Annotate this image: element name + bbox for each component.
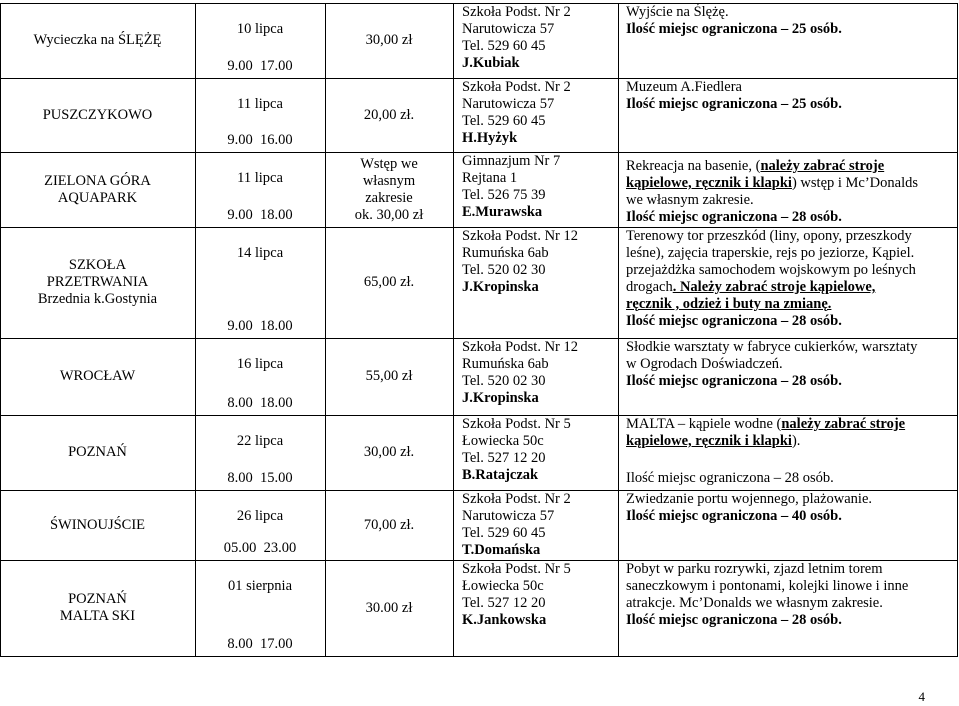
column-divider <box>618 3 619 656</box>
description-line: Ilość miejsc ograniczona – 28 osób. <box>626 470 834 486</box>
description-segment: należy zabrać stroje <box>781 416 906 432</box>
contact-line: Szkoła Podst. Nr 2 <box>462 4 571 20</box>
description-line: Terenowy tor przeszkód (liny, opony, przeszkody <box>626 228 912 244</box>
contact-line: Tel. 527 12 20 <box>462 595 546 611</box>
contact-line: Szkoła Podst. Nr 5 <box>462 416 571 432</box>
destination-name: ZIELONA GÓRA <box>44 173 151 189</box>
description-line: atrakcje. Mc’Donalds we własnym zakresie. <box>626 595 883 611</box>
contact-line: Narutowicza 57 <box>462 21 555 37</box>
trip-time: 9.00 16.00 <box>227 132 293 148</box>
destination-name: Brzednia k.Gostynia <box>37 291 158 307</box>
trip-date: 22 lipca <box>236 433 284 449</box>
description-highlight: Ilość miejsc ograniczona – 28 osób. <box>626 373 842 389</box>
description-segment: drogach <box>626 279 673 295</box>
description-line: Pobyt w parku rozrywki, zjazd letnim torem <box>626 561 883 577</box>
contact-line: Łowiecka 50c <box>462 578 544 594</box>
trip-price: własnym <box>362 173 416 189</box>
description-line <box>626 175 918 192</box>
contact-person: K.Jankowska <box>462 612 547 628</box>
description-segment: ). <box>791 433 801 449</box>
trip-price: Wstęp we <box>360 156 418 172</box>
trip-price: 55,00 zł <box>365 368 413 384</box>
trip-time: 8.00 15.00 <box>227 470 293 486</box>
trip-price: 20,00 zł. <box>363 107 415 123</box>
description-highlight: Ilość miejsc ograniczona – 25 osób. <box>626 96 842 112</box>
trip-price: 70,00 zł. <box>363 517 415 533</box>
contact-line: Narutowicza 57 <box>462 96 555 112</box>
table-border-bottom <box>0 656 958 657</box>
trip-date: 16 lipca <box>236 356 284 372</box>
description-segment: kąpielowe, ręcznik i klapki <box>626 175 792 191</box>
contact-line: Łowiecka 50c <box>462 433 544 449</box>
description-line: leśne), zajęcia traperskie, rejs po jeziorze, Kąpiel. <box>626 245 915 261</box>
contact-line: Rumuńska 6ab <box>462 356 549 372</box>
trip-date: 10 lipca <box>236 21 284 37</box>
contact-line: Rumuńska 6ab <box>462 245 549 261</box>
contact-line: Tel. 527 12 20 <box>462 450 546 466</box>
description-line: we własnym zakresie. <box>626 192 754 208</box>
contact-person: B.Ratajczak <box>462 467 539 483</box>
contact-person: E.Murawska <box>462 204 543 220</box>
contact-line: Szkoła Podst. Nr 5 <box>462 561 571 577</box>
trip-price: 30,00 zł. <box>363 444 415 460</box>
destination-name: POZNAŃ <box>68 444 127 460</box>
description-line <box>626 416 905 433</box>
description-line: Wyjście na Ślężę. <box>626 4 729 20</box>
description-line: saneczkowym i pontonami, kolejki linowe i inne <box>626 578 909 594</box>
contact-line: Tel. 526 75 39 <box>462 187 546 203</box>
description-segment: Rekreacja na basenie, ( <box>626 158 761 174</box>
contact-person: H.Hyżyk <box>462 130 518 146</box>
contact-person: J.Kropinska <box>462 279 539 295</box>
destination-name: SZKOŁA <box>68 257 127 273</box>
description-line: Słodkie warsztaty w fabryce cukierków, warsztaty <box>626 339 918 355</box>
description-line: Zwiedzanie portu wojennego, plażowanie. <box>626 491 873 507</box>
description-line: Muzeum A.Fiedlera <box>626 79 742 95</box>
description-highlight: Ilość miejsc ograniczona – 28 osób. <box>626 313 842 329</box>
contact-line: Tel. 520 02 30 <box>462 262 546 278</box>
description-line <box>626 158 884 175</box>
contact-line: Tel. 520 02 30 <box>462 373 546 389</box>
trip-date: 11 lipca <box>237 96 283 112</box>
description-segment: ) wstęp i Mc’Donalds <box>791 175 919 191</box>
trip-price: 30,00 zł <box>365 32 413 48</box>
destination-name: Wycieczka na ŚLĘŻĘ <box>33 32 162 48</box>
trip-date: 01 sierpnia <box>227 578 293 594</box>
trip-price: 30.00 zł <box>365 600 413 616</box>
contact-line: Tel. 529 60 45 <box>462 38 546 54</box>
destination-name: ŚWINOUJŚCIE <box>49 517 146 533</box>
contact-line: Szkoła Podst. Nr 2 <box>462 79 571 95</box>
trip-time: 9.00 18.00 <box>227 318 293 334</box>
description-highlight: ręcznik , odzież i buty na zmianę. <box>626 296 832 312</box>
description-highlight: Ilość miejsc ograniczona – 28 osób. <box>626 209 842 225</box>
trip-date: 11 lipca <box>237 170 283 186</box>
table-border-right <box>957 3 958 656</box>
destination-name: AQUAPARK <box>57 190 138 206</box>
contact-line: Narutowicza 57 <box>462 508 555 524</box>
contact-person: J.Kubiak <box>462 55 520 71</box>
trip-time: 9.00 18.00 <box>227 207 293 223</box>
destination-name: POZNAŃ <box>68 591 127 607</box>
contact-person: J.Kropinska <box>462 390 539 406</box>
description-highlight: Ilość miejsc ograniczona – 28 osób. <box>626 612 842 628</box>
trip-price: ok. 30,00 zł <box>354 207 424 223</box>
contact-person: T.Domańska <box>462 542 541 558</box>
contact-line: Tel. 529 60 45 <box>462 525 546 541</box>
destination-name: PUSZCZYKOWO <box>42 107 153 123</box>
trip-date: 14 lipca <box>236 245 284 261</box>
contact-line: Szkoła Podst. Nr 12 <box>462 228 578 244</box>
page-number: 4 <box>918 689 925 704</box>
description-segment: MALTA – kąpiele wodne ( <box>626 416 782 432</box>
description-line: przejażdżka samochodem wojskowym po leśnych <box>626 262 916 278</box>
description-segment: kąpielowe, ręcznik i klapki <box>626 433 792 449</box>
destination-name: PRZETRWANIA <box>46 274 149 290</box>
description-segment: . Należy zabrać stroje kąpielowe, <box>672 279 876 295</box>
contact-line: Rejtana 1 <box>462 170 518 186</box>
contact-line: Tel. 529 60 45 <box>462 113 546 129</box>
contact-line: Gimnazjum Nr 7 <box>462 153 561 169</box>
trip-time: 05.00 23.00 <box>223 540 297 556</box>
trip-time: 9.00 17.00 <box>227 58 293 74</box>
column-divider <box>325 3 326 656</box>
destination-name: MALTA SKI <box>59 608 136 624</box>
description-line: w Ogrodach Doświadczeń. <box>626 356 783 372</box>
description-segment: należy zabrać stroje <box>760 158 885 174</box>
trip-date: 26 lipca <box>236 508 284 524</box>
trip-price: zakresie <box>365 190 413 206</box>
contact-line: Szkoła Podst. Nr 2 <box>462 491 571 507</box>
table-border-left <box>0 3 1 656</box>
trip-time: 8.00 17.00 <box>227 636 293 652</box>
contact-line: Szkoła Podst. Nr 12 <box>462 339 578 355</box>
destination-name: WROCŁAW <box>59 368 136 384</box>
description-highlight: Ilość miejsc ograniczona – 40 osób. <box>626 508 842 524</box>
description-highlight: Ilość miejsc ograniczona – 25 osób. <box>626 21 842 37</box>
description-line <box>626 279 875 296</box>
trip-time: 8.00 18.00 <box>227 395 293 411</box>
column-divider <box>453 3 454 656</box>
trip-price: 65,00 zł. <box>363 274 415 290</box>
description-line <box>626 433 800 450</box>
